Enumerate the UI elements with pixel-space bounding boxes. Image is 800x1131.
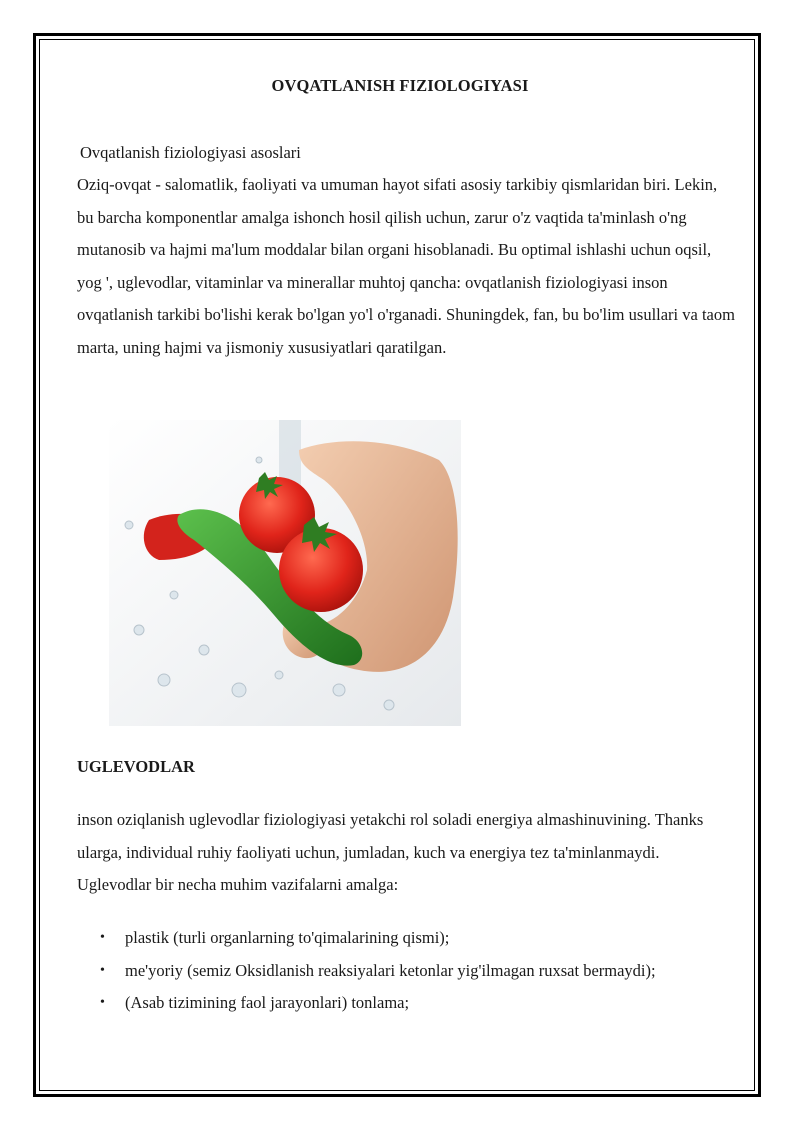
carbohydrates-paragraph: inson oziqlanish uglevodlar fiziologiyasi yetakchi rol soladi energiya almashinuvining. Thanks ularga, individual ruhiy faoliyati uchun, jumladan, kuch va energiya tez ta'minlanmaydi. Uglevodlar bir necha muhim vazifalarni amalga: bbox=[77, 810, 704, 894]
intro-paragraph: Oziq-ovqat - salomatlik, faoliyati va umuman hayot sifati asosiy tarkibiy qismlaridan biri. Lekin, bu barcha komponentlar amalga ishonch hosil qilish uchun, zarur o'z vaqtida ta'minlash o'ng mutanosib va hajmi ma'lum moddalar bilan organi hisoblanadi. Bu optimal ishlashi uchun oqsil, yog ', uglevodlar, vitaminlar va minerallar muhtoj qancha: ovqatlanish fiziologiyasi inson ovqatlanish tarkibi bo'lishi kerak bo'lgan yo'l o'rganadi. Shuningdek, fan, bu bo'lim usullari va taom marta, uning hajmi va jismoniy xususiyatlari qaratilgan. bbox=[77, 175, 735, 357]
document-title: OVQATLANISH FIZIOLOGIYASI bbox=[271, 76, 529, 95]
bullet-icon: • bbox=[100, 930, 105, 945]
vegetables-illustration bbox=[109, 420, 461, 726]
list-item bbox=[100, 922, 700, 955]
list-item-text: me'yoriy (semiz Oksidlanish reaksiyalari ketonlar yig'ilmagan ruxsat bermaydi); bbox=[125, 960, 656, 980]
list-item bbox=[100, 955, 700, 988]
section-heading-uglevodlar: UGLEVODLAR bbox=[77, 757, 195, 776]
list-item bbox=[100, 987, 700, 1020]
function-list bbox=[100, 922, 700, 1020]
list-item-text: (Asab tizimining faol jarayonlari) tonlama; bbox=[125, 993, 410, 1012]
bullet-icon: • bbox=[100, 962, 105, 978]
bullet-icon: • bbox=[100, 995, 105, 1010]
section-subtitle: Ovqatlanish fiziologiyasi asoslari bbox=[80, 143, 301, 162]
vegetables-washing-photo bbox=[109, 420, 461, 726]
list-item-text: plastik (turli organlarning to'qimalarining qismi); bbox=[125, 928, 450, 947]
